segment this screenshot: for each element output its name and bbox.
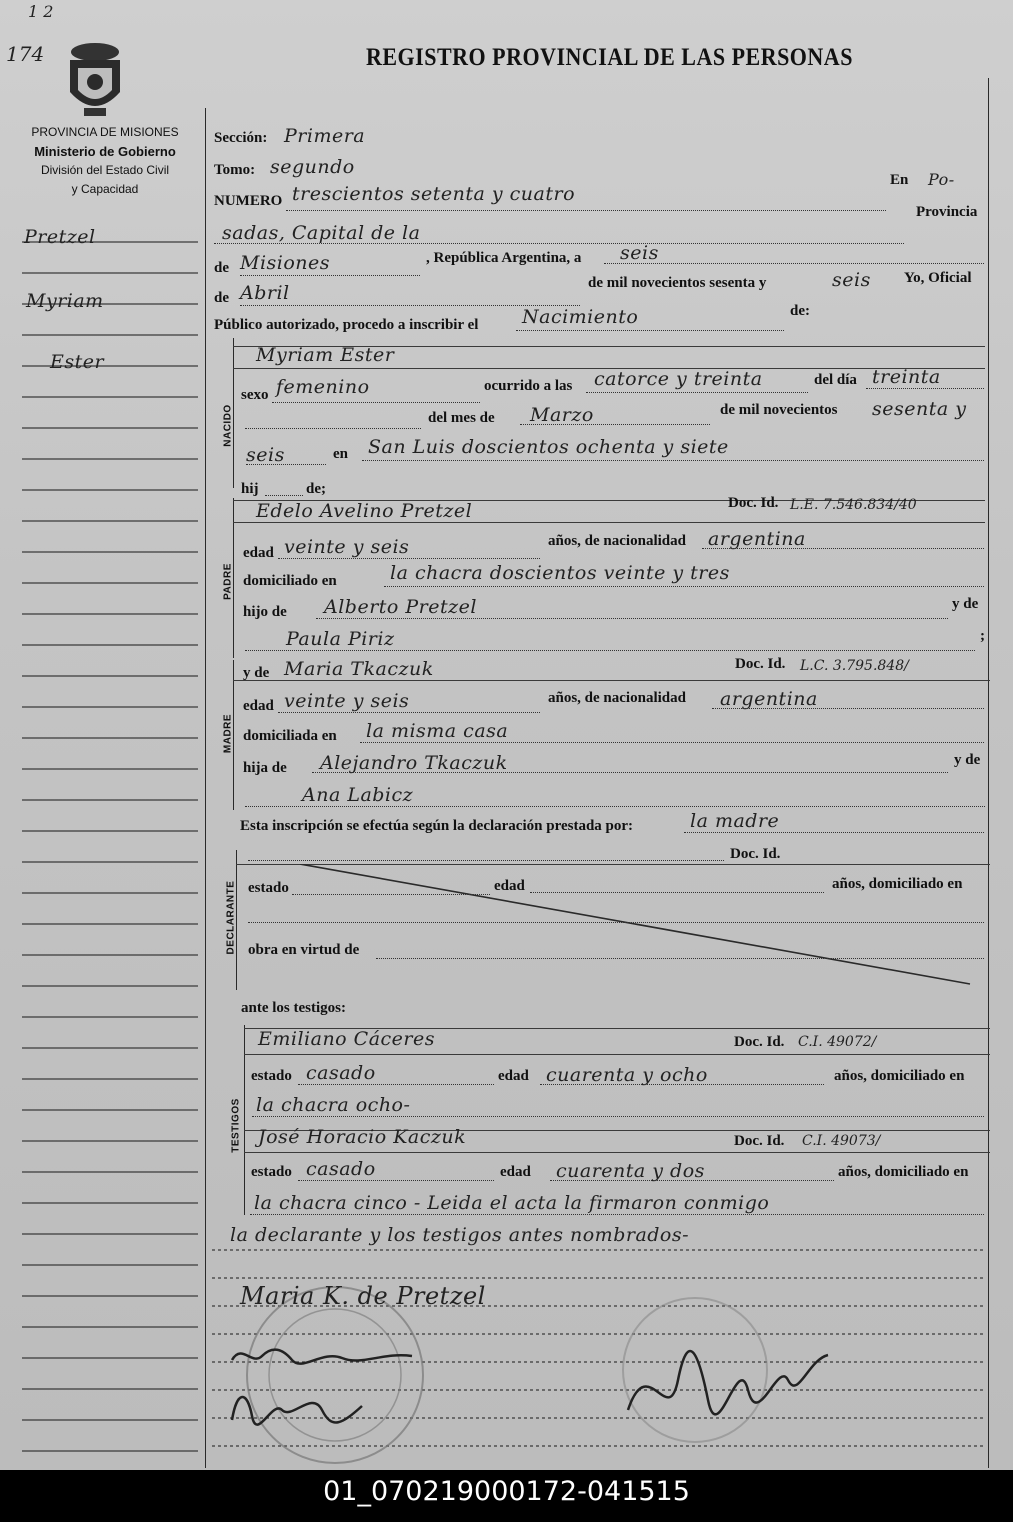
mil-label: de mil novecientos sesenta y xyxy=(588,275,767,291)
w1-doc-label: Doc. Id. xyxy=(734,1034,785,1050)
padre-name: Edelo Avelino Pretzel xyxy=(256,500,473,522)
signature-mother: Maria K. de Pretzel xyxy=(240,1282,486,1310)
corner-note-1: 1 2 xyxy=(28,2,54,21)
padre-hijo-label: hijo de xyxy=(243,604,287,620)
padre-semicolon: ; xyxy=(980,628,985,644)
hij-label: hij xyxy=(241,481,259,497)
madre-mother-value: Ana Labicz xyxy=(302,784,414,806)
hij-de-label: de; xyxy=(306,481,326,497)
padre-nac-label: años, de nacionalidad xyxy=(548,533,686,549)
de2-label: de: xyxy=(790,303,810,319)
scan-code: 01_070219000172-041515 xyxy=(323,1476,690,1507)
mes-value: Marzo xyxy=(530,404,594,426)
closing-text: la declarante y los testigos antes nombrados- xyxy=(230,1224,690,1246)
main-left-border xyxy=(205,108,206,1468)
hora-value: catorce y treinta xyxy=(594,368,763,390)
signature-witness-2 xyxy=(222,1380,382,1430)
declarante-doc-label: Doc. Id. xyxy=(730,846,781,862)
day-value: seis xyxy=(620,242,659,264)
padre-yde-label: y de xyxy=(952,596,979,612)
madre-doc-label: Doc. Id. xyxy=(735,656,786,672)
madre-edad-label: edad xyxy=(243,698,274,714)
madre-hija-label: hija de xyxy=(243,760,287,776)
republica-label: , República Argentina, a xyxy=(426,250,582,266)
madre-edad-value: veinte y seis xyxy=(284,690,410,712)
padre-doc-value: L.E. 7.546.834/40 xyxy=(790,497,917,513)
nacido-name: Myriam Ester xyxy=(256,344,395,366)
anio-value-2: seis xyxy=(246,444,285,466)
sexo-label: sexo xyxy=(241,387,269,403)
madre-father-value: Alejandro Tkaczuk xyxy=(320,752,508,774)
padre-edad-value: veinte y seis xyxy=(284,536,410,558)
provincia-label: Provincia xyxy=(916,204,978,220)
seccion-value: Primera xyxy=(284,125,366,147)
en-label: En xyxy=(890,172,909,188)
margin-second-name: Ester xyxy=(50,351,105,373)
padre-father-value: Alberto Pretzel xyxy=(324,596,477,618)
madre-dom-label: domiciliada en xyxy=(243,728,337,744)
madre-yde-label: y de xyxy=(243,665,270,681)
margin-ruling xyxy=(0,0,215,1470)
office-line-2: Ministerio de Gobierno xyxy=(34,144,176,159)
document-title: REGISTRO PROVINCIAL DE LAS PERSONAS xyxy=(366,42,853,71)
de-label-2: de xyxy=(214,290,229,306)
w2-estado-label: estado xyxy=(251,1164,292,1180)
scan-footer xyxy=(0,1470,1013,1522)
padre-edad-label: edad xyxy=(243,545,274,561)
month-value: Abril xyxy=(240,282,290,304)
office-line-4: y Capacidad xyxy=(71,182,139,196)
signature-witness-1 xyxy=(222,1338,422,1374)
en-label-2: en xyxy=(333,446,348,462)
lugar-value: San Luis doscientos ochenta y siete xyxy=(368,436,729,458)
act-value: Nacimiento xyxy=(522,306,639,328)
office-line-1: PROVINCIA DE MISIONES xyxy=(31,125,179,139)
w2-edad-value: cuarenta y dos xyxy=(556,1160,705,1182)
testigos-section-label: TESTIGOS xyxy=(230,1098,242,1153)
madre-yde2-label: y de xyxy=(954,752,981,768)
year-value: seis xyxy=(832,269,871,291)
declarante-section-label: DECLARANTE xyxy=(225,880,237,955)
tomo-label: Tomo: xyxy=(214,162,256,178)
de-label: de xyxy=(214,260,229,276)
tomo-value: segundo xyxy=(270,156,355,178)
oficial-label: Yo, Oficial xyxy=(904,270,972,286)
w1-doc-value: C.I. 49072/ xyxy=(798,1034,877,1050)
w2-edad-label: edad xyxy=(500,1164,531,1180)
declarante-obra-label: obra en virtud de xyxy=(248,942,360,958)
main-right-border xyxy=(988,78,989,1468)
padre-dom-label: domiciliado en xyxy=(243,573,337,589)
anio-value-1: sesenta y xyxy=(872,398,967,420)
madre-nac-label: años, de nacionalidad xyxy=(548,690,686,706)
padre-section-label: PADRE xyxy=(222,563,234,600)
testigos-ante-label: ante los testigos: xyxy=(241,1000,346,1016)
declaracion-value: la madre xyxy=(690,810,780,832)
declarante-edad-label: edad xyxy=(494,878,525,894)
madre-section-label: MADRE xyxy=(222,713,234,754)
madre-nac-value: argentina xyxy=(720,688,818,710)
signature-registrar xyxy=(608,1330,838,1440)
madre-dom-value: la misma casa xyxy=(366,720,509,742)
padre-mother-value: Paula Piriz xyxy=(286,628,395,650)
office-line-3: División del Estado Civil xyxy=(40,163,170,177)
w2-doc-label: Doc. Id. xyxy=(734,1133,785,1149)
w1-estado-label: estado xyxy=(251,1068,292,1084)
del-mes-label: del mes de xyxy=(428,410,495,426)
del-dia-label: del día xyxy=(814,372,857,388)
sexo-value: femenino xyxy=(276,376,370,398)
w1-estado-value: casado xyxy=(306,1062,376,1084)
w1-name: Emiliano Cáceres xyxy=(258,1028,435,1050)
w2-estado-value: casado xyxy=(306,1158,376,1180)
w2-anios-label: años, domiciliado en xyxy=(838,1164,969,1180)
w1-anios-label: años, domiciliado en xyxy=(834,1068,965,1084)
declarante-anios-label: años, domiciliado en xyxy=(832,876,963,892)
city-value: sadas, Capital de la xyxy=(222,222,421,244)
padre-nac-value: argentina xyxy=(708,528,806,550)
province-value: Misiones xyxy=(240,252,331,274)
seccion-label: Sección: xyxy=(214,130,268,146)
dia-value: treinta xyxy=(872,366,941,388)
nacido-section-label: NACIDO xyxy=(222,404,234,447)
w2-dom-value: la chacra cinco - Leida el acta la firmaron conmigo xyxy=(254,1192,770,1214)
nac-mil-label: de mil novecientos xyxy=(720,402,838,418)
madre-doc-value: L.C. 3.795.848/ xyxy=(800,658,909,674)
corner-note-2: 174 xyxy=(6,42,45,66)
padre-doc-label: Doc. Id. xyxy=(728,495,779,511)
w2-name: José Horacio Kaczuk xyxy=(258,1126,467,1148)
margin-first-name: Myriam xyxy=(26,290,104,312)
padre-dom-value: la chacra doscientos veinte y tres xyxy=(390,562,730,584)
publico-label: Público autorizado, procedo a inscribir el xyxy=(214,317,479,333)
numero-value: trescientos setenta y cuatro xyxy=(292,183,576,205)
numero-label: NUMERO xyxy=(214,193,283,209)
w1-edad-value: cuarenta y ocho xyxy=(546,1064,708,1086)
declaracion-label: Esta inscripción se efectúa según la declaración prestada por: xyxy=(240,818,634,834)
madre-name: Maria Tkaczuk xyxy=(284,658,434,680)
margin-surname: Pretzel xyxy=(24,226,96,248)
w1-edad-label: edad xyxy=(498,1068,529,1084)
ocurrido-label: ocurrido a las xyxy=(484,378,573,394)
en-value: Po- xyxy=(928,170,955,189)
w1-dom-value: la chacra ocho- xyxy=(256,1094,411,1116)
w2-doc-value: C.I. 49073/ xyxy=(802,1133,881,1149)
declarante-estado-label: estado xyxy=(248,880,289,896)
